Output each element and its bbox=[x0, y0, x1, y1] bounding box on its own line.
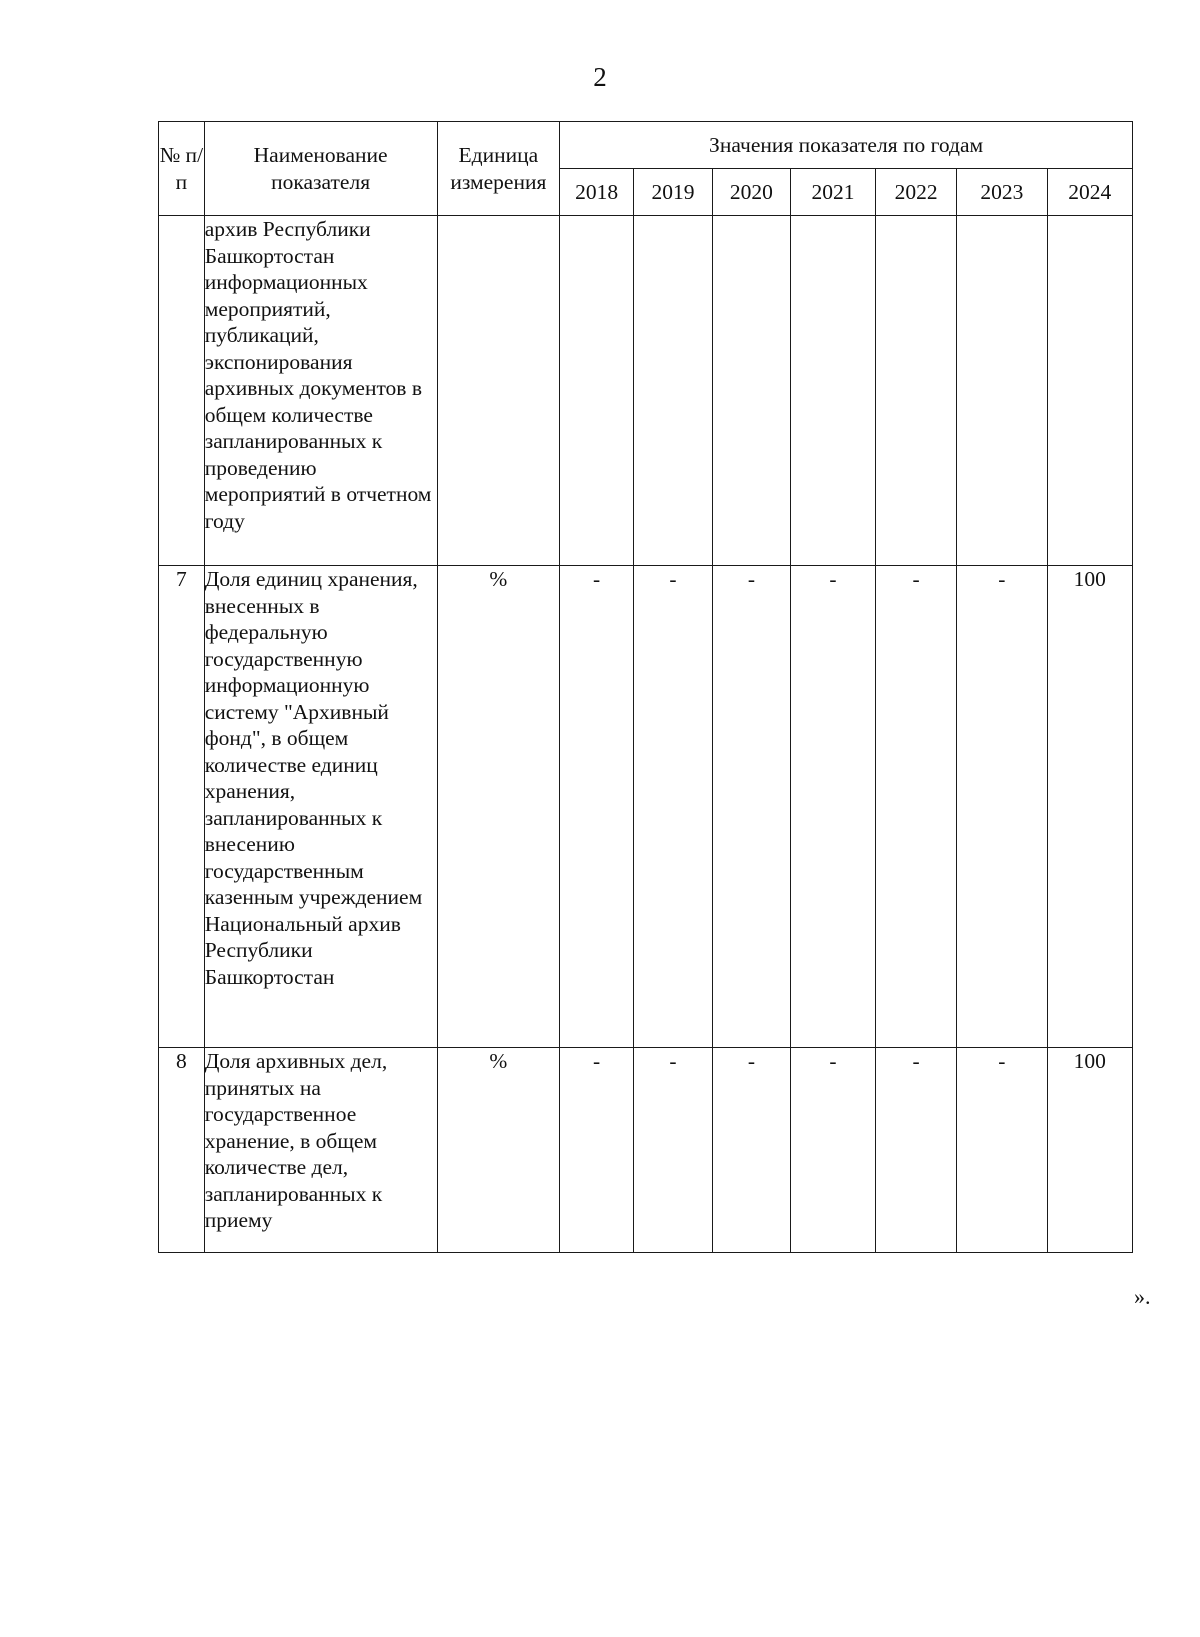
table-row bbox=[159, 216, 1133, 566]
table-row bbox=[159, 566, 1133, 1048]
row-value: - bbox=[876, 1048, 957, 1253]
header-year: 2020 bbox=[712, 169, 790, 216]
row-value bbox=[712, 216, 790, 566]
row-value bbox=[633, 216, 712, 566]
header-unit: Единица измерения bbox=[437, 122, 560, 216]
header-year: 2024 bbox=[1047, 169, 1132, 216]
row-num bbox=[159, 216, 205, 566]
table-row bbox=[159, 1048, 1133, 1253]
row-value bbox=[876, 216, 957, 566]
header-year: 2022 bbox=[876, 169, 957, 216]
row-value: - bbox=[560, 566, 634, 1048]
row-num: 8 bbox=[159, 1048, 205, 1253]
row-value: - bbox=[957, 1048, 1047, 1253]
row-value: - bbox=[633, 566, 712, 1048]
header-year: 2021 bbox=[790, 169, 875, 216]
row-value: - bbox=[790, 1048, 875, 1253]
header-values-by-year: Значения показателя по годам bbox=[560, 122, 1133, 169]
row-value: - bbox=[712, 566, 790, 1048]
row-value: - bbox=[957, 566, 1047, 1048]
row-value: 100 bbox=[1047, 566, 1132, 1048]
row-name: Доля единиц хранения, внесенных в федеральную государственную информационную систему "Архивный фонд", в общем количестве единиц хранения, запланированных к внесению государственным казенным учреждением Национальный архив Республики Башкортостан bbox=[204, 566, 437, 1048]
row-unit bbox=[437, 216, 560, 566]
header-num: № п/п bbox=[159, 122, 205, 216]
header-year: 2023 bbox=[957, 169, 1047, 216]
row-num: 7 bbox=[159, 566, 205, 1048]
header-year: 2019 bbox=[633, 169, 712, 216]
row-value: 100 bbox=[1047, 1048, 1132, 1253]
row-value bbox=[560, 216, 634, 566]
header-name: Наименование показателя bbox=[204, 122, 437, 216]
row-name: Доля архивных дел, принятых на государственное хранение, в общем количестве дел, запланированных к приему bbox=[204, 1048, 437, 1253]
row-value bbox=[1047, 216, 1132, 566]
page-number: 2 bbox=[593, 62, 607, 92]
row-name: архив Республики Башкортостан информационных мероприятий, публикаций, экспонирования архивных документов в общем количестве запланированных к проведению мероприятий в отчетном году bbox=[204, 216, 437, 566]
indicators-table bbox=[158, 121, 1133, 1253]
row-value: - bbox=[790, 566, 875, 1048]
row-value: - bbox=[712, 1048, 790, 1253]
closing-quote-mark: ». bbox=[1134, 1284, 1151, 1309]
row-unit: % bbox=[437, 1048, 560, 1253]
header-year: 2018 bbox=[560, 169, 634, 216]
row-unit: % bbox=[437, 566, 560, 1048]
row-value bbox=[790, 216, 875, 566]
row-value: - bbox=[876, 566, 957, 1048]
row-value bbox=[957, 216, 1047, 566]
row-value: - bbox=[633, 1048, 712, 1253]
row-value: - bbox=[560, 1048, 634, 1253]
